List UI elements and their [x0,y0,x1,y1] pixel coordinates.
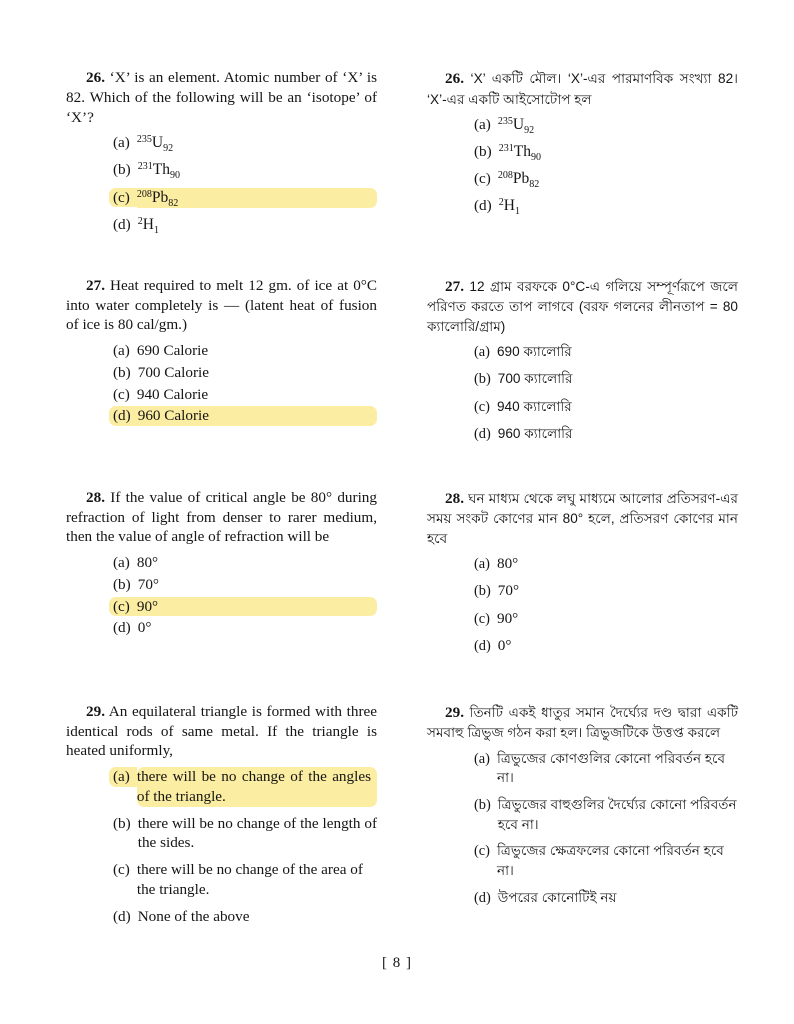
option-label: (d) [113,907,131,925]
question-29-stem-en [66,702,377,761]
page-content [66,68,738,933]
question-28-number-bn: 28. [445,489,464,507]
question-block-26 [66,68,738,242]
option-item[interactable] [113,160,377,180]
option-label: (c) [474,170,491,188]
option-item[interactable] [474,424,738,444]
element-symbol: Th [152,161,170,179]
question-27-number-bn: 27. [445,277,464,295]
option-label: (b) [113,814,131,832]
option-item[interactable] [474,397,738,417]
option-label: (b) [474,797,491,814]
option-item[interactable] [474,554,738,574]
option-item[interactable] [474,636,738,656]
option-text: 700 Calorie [137,363,209,381]
option-text: 960 ক্যালোরি [497,426,573,442]
option-item[interactable] [474,169,738,189]
element-symbol: Pb [512,170,530,188]
element-symbol: H [142,215,154,233]
option-item[interactable] [113,341,377,361]
mass-number: 208 [136,188,152,200]
option-item[interactable] [113,553,377,573]
option-text: ত্রিভুজের কোণগুলির কোনো পরিবর্তন হবে না। [496,750,726,786]
option-label: (a) [113,554,130,572]
option-item[interactable] [474,369,738,389]
option-item-highlighted[interactable] [113,188,377,208]
question-28-stem-en [66,488,377,547]
option-label: (d) [109,406,138,426]
question-29-number-en: 29. [86,702,105,720]
question-29-stem-text-bn: তিনটি একই ধাতুর সমান দৈর্ঘ্যের দণ্ড দ্বারা একটি সমবাহু ত্রিভুজ গঠন করা হল। ত্রিভুজটিকে উত্তপ্ত করলে [427,704,738,741]
question-27-stem-bn [427,276,738,336]
question-28-english-column [66,488,377,664]
atomic-number: 82 [529,179,540,191]
question-27-bengali-column [427,276,738,452]
option-text [498,115,738,135]
element-symbol: Pb [151,188,169,206]
option-item[interactable] [113,618,377,638]
option-item[interactable] [474,196,738,216]
option-text [137,133,377,153]
option-item[interactable] [113,860,377,900]
option-label: (a) [474,343,490,360]
atomic-number: 92 [524,125,535,137]
option-text [138,160,377,180]
option-item[interactable] [474,749,738,788]
option-label: (b) [113,161,131,179]
option-item-highlighted[interactable] [113,406,377,426]
option-text: ত্রিভুজের ক্ষেত্রফলের কোনো পরিবর্তন হবে না। [496,843,724,879]
option-label: (d) [474,638,491,655]
option-text: 80° [496,554,519,572]
mass-number: 208 [497,169,513,181]
question-29-english-column [66,702,377,934]
option-item[interactable] [113,575,377,595]
option-text: 940 ক্যালোরি [496,398,572,414]
option-text [499,142,738,162]
question-29-number-bn: 29. [445,703,464,721]
option-label: (d) [474,889,491,906]
option-label: (b) [113,363,131,381]
question-26-stem-bn [427,68,738,109]
question-28-options-en [113,553,377,638]
atomic-number: 1 [514,206,520,218]
question-27-number-en: 27. [86,276,105,294]
option-item[interactable] [113,133,377,153]
option-label: (d) [113,215,131,233]
atomic-number: 92 [163,143,174,155]
question-27-stem-text-en: Heat required to melt 12 gm. of ice at 0°C into water completely is — (latent heat of fusion of ice is 80 cal/gm.) [66,276,378,334]
question-28-stem-text-bn: ঘন মাধ্যম থেকে লঘু মাধ্যমে আলোর প্রতিসরণ-এর সময় সংকট কোণের মান 80° হলে, প্রতিসরণ কোণের মান হবে [427,490,739,546]
option-text: there will be no change of the length of the sides. [137,814,377,852]
option-text: 690 ক্যালোরি [496,343,572,359]
option-label: (a) [113,342,130,360]
question-29-options-en [113,767,377,926]
option-item[interactable] [113,907,377,927]
option-text: 940 Calorie [136,385,209,403]
option-label: (a) [474,115,491,133]
option-text [499,196,738,216]
option-label: (a) [474,750,490,767]
element-symbol: Th [513,143,531,161]
atomic-number: 90 [530,152,541,164]
option-text: উপরের কোনোটিই নয় [497,889,617,905]
option-item[interactable] [474,342,738,362]
option-text: 690 Calorie [136,342,209,360]
question-27-options-en [113,341,377,426]
mass-number: 235 [497,115,513,127]
option-item[interactable] [113,814,377,854]
mass-number: 231 [137,161,153,173]
question-29-options-bn [474,749,738,909]
option-label: (d) [474,426,491,443]
option-item[interactable] [474,581,738,601]
option-item[interactable] [474,142,738,162]
question-27-options-bn [474,342,738,445]
question-26-number-en: 26. [86,69,105,86]
question-27-stem-text-bn: 12 গ্রাম বরফকে 0°C-এ গলিয়ে সম্পূর্ণরূপে জলে পরিণত করতে তাপ লাগবে (বরফ গলনের লীনতাপ = 80 ক্যালোরি/গ্রাম) [427,278,738,334]
question-27-english-column [66,276,377,452]
option-text: 90° [137,597,377,617]
option-text: there will be no change of the area of the triangle. [136,861,363,898]
option-label: (c) [109,188,137,208]
option-label: (b) [474,143,492,161]
option-label: (a) [113,134,130,152]
question-29-stem-bn [427,702,738,743]
atomic-number: 82 [168,197,179,209]
option-label: (c) [474,843,490,860]
question-28-bengali-column [427,488,738,664]
question-block-28 [66,488,738,664]
option-text: None of the above [137,907,250,925]
option-text: 960 Calorie [138,406,377,426]
question-26-english-column [66,68,377,242]
atomic-number: 1 [153,224,159,236]
option-text: there will be no change of the angles of the triangle. [137,767,377,807]
spacer [66,664,738,702]
option-text: 70° [497,582,520,600]
option-item-highlighted[interactable] [113,767,377,807]
option-label: (a) [474,555,490,572]
option-text: 70° [137,575,159,593]
option-item[interactable] [113,215,377,235]
option-item[interactable] [474,115,738,135]
question-29-bengali-column [427,702,738,934]
option-label: (a) [109,767,137,787]
element-symbol: H [503,197,515,215]
question-26-options-bn [474,115,738,217]
option-item-highlighted[interactable] [113,597,377,617]
question-26-number-bn: 26. [445,70,464,87]
option-item[interactable] [113,363,377,383]
question-28-stem-text-en: If the value of critical angle be 80° during refraction of light from denser to rarer medium, then the value of angle of refraction will be [66,488,377,546]
spacer [66,452,738,488]
element-symbol: U [151,134,164,152]
option-label: (c) [474,610,490,627]
mass-number: 2 [498,197,504,209]
question-26-options-en [113,133,377,235]
question-29-stem-text-en: An equilateral triangle is formed with three identical rods of same metal. If the triangle is heated uniformly, [66,702,378,760]
option-text [498,169,738,189]
question-block-29 [66,702,738,934]
mass-number: 235 [136,134,152,146]
question-26-stem-en [66,68,377,127]
option-label: (b) [474,371,491,388]
question-block-27 [66,276,738,452]
option-text: ত্রিভুজের বাহুগুলির দৈর্ঘ্যের কোনো পরিবর্তন হবে না। [497,797,737,832]
question-26-stem-text-en: ‘X’ is an element. Atomic number of ‘X’ is 82. Which of the following will be an ‘isotope’ of ‘X’? [66,69,377,126]
option-text [137,188,377,208]
option-label: (d) [113,619,131,637]
page-number-footer: [ 8 ] [382,955,412,971]
option-label: (b) [113,575,131,593]
mass-number: 2 [137,215,143,227]
mass-number: 231 [498,142,514,154]
option-item[interactable] [474,795,738,834]
option-text: 80° [136,554,159,572]
option-text [138,215,377,235]
option-item[interactable] [474,841,738,880]
option-item[interactable] [113,385,377,405]
option-text: 0° [137,619,152,637]
option-item[interactable] [474,609,738,629]
option-label: (b) [474,583,491,600]
spacer [66,242,738,276]
question-28-number-en: 28. [86,488,105,506]
option-item[interactable] [474,888,738,908]
question-27-stem-en [66,276,377,335]
question-26-bengali-column [427,68,738,242]
question-26-stem-text-bn: ‘X’ একটি মৌল। ‘X’-এর পারমাণবিক সংখ্যা 82। ‘X’-এর একটি আইসোটোপ হল [427,71,738,107]
question-28-stem-bn [427,488,738,548]
option-text: 700 ক্যালোরি [497,371,573,387]
option-text: 0° [497,637,512,655]
question-28-options-bn [474,554,738,657]
option-label: (c) [474,398,490,415]
option-label: (c) [113,385,130,403]
option-label: (c) [113,861,130,879]
option-label: (d) [474,197,492,215]
atomic-number: 90 [169,170,180,182]
option-text: 90° [496,609,519,627]
element-symbol: U [512,115,525,133]
option-label: (c) [109,597,137,617]
